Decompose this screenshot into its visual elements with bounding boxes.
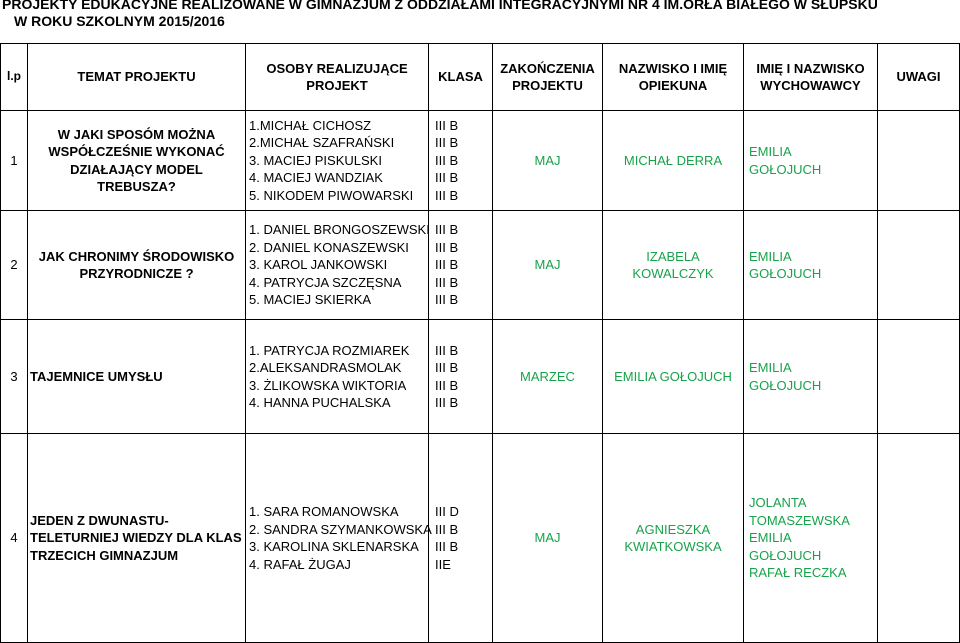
member-classes-line: III D [435,504,459,519]
project-members-line: 1. SARA ROMANOWSKA [249,504,399,519]
member-classes [429,111,493,211]
document-subtitle: W ROKU SZKOLNYM 2015/2016 [14,13,225,29]
completion-month: MAJ [493,434,603,643]
row-lp: 3 [1,320,28,434]
project-members-line: 3. KAROLINA SKLENARSKA [249,539,419,554]
completion-month: MAJ [493,111,603,211]
completion-month: MARZEC [493,320,603,434]
header-uwagi: UWAGI [878,44,960,111]
homeroom-teacher-line: EMILIA [749,360,792,375]
header-opiekun: NAZWISKO I IMIĘ OPIEKUNA [603,44,744,111]
header-zakonczenia: ZAKOŃCZENIA PROJEKTU [493,44,603,111]
homeroom-teacher-line: TOMASZEWSKA [749,512,850,528]
table-row [1,320,960,434]
homeroom-teacher-line: RAFAŁ RECZKA [749,565,847,581]
row-lp: 1 [1,111,28,211]
member-classes-line: III B [435,360,459,375]
project-members [246,111,429,211]
project-members-line: 1.MICHAŁ CICHOSZ [249,117,372,133]
member-classes [429,434,493,643]
project-members-line: 3. MACIEJ PISKULSKI [249,152,382,168]
member-classes-line: III B [435,187,459,203]
supervisor-name: IZABELA KOWALCZYK [603,211,744,320]
supervisor-name: AGNIESZKA KWIATKOWSKA [603,434,744,643]
project-members-line: 3. KAROL JANKOWSKI [249,257,388,273]
supervisor-name: MICHAŁ DERRA [603,111,744,211]
project-members-line: 5. NIKODEM PIWOWARSKI [249,187,414,203]
supervisor-name: EMILIA GOŁOJUCH [603,320,744,434]
project-topic: TAJEMNICE UMYSŁU [28,320,246,434]
row-lp: 2 [1,211,28,320]
homeroom-teacher-line: GOŁOJUCH [749,547,822,563]
homeroom-teacher-line: GOŁOJUCH [749,377,822,393]
project-topic: JAK CHRONIMY ŚRODOWISKO PRZYRODNICZE ? [28,211,246,320]
member-classes-line: III B [435,170,459,186]
project-topic: JEDEN Z DWUNASTU- TELETURNIEJ WIEDZY DLA KLAS TRZECICH GIMNAZJUM [28,434,246,643]
homeroom-teacher-line: GOŁOJUCH [749,266,822,281]
notes-cell [878,434,960,643]
homeroom-teacher-line: EMILIA [749,248,792,264]
header-wychowawca: IMIĘ I NAZWISKO WYCHOWAWCY [744,44,878,111]
project-members [246,320,429,434]
member-classes-line: III B [435,117,459,133]
notes-cell [878,111,960,211]
header-row [1,44,960,111]
notes-cell [878,211,960,320]
table-row [1,111,960,211]
homeroom-teacher [744,211,878,320]
project-members-line: 1. DANIEL BRONGOSZEWSKI [249,222,430,238]
project-members-line: 2. SANDRA SZYMANKOWSKA [249,521,432,537]
member-classes [429,320,493,434]
member-classes-line: III B [435,395,459,410]
header-klasa: KLASA [429,44,493,111]
member-classes-line: III B [435,521,459,537]
homeroom-teacher [744,434,878,643]
member-classes [429,211,493,320]
project-members-line: 4. PATRYCJA SZCZĘSNA [249,274,402,290]
project-members-line: 1. PATRYCJA ROZMIAREK [249,342,410,358]
homeroom-teacher-line: EMILIA [749,530,792,546]
project-members-line: 4. HANNA PUCHALSKA [249,395,391,410]
member-classes-line: III B [435,539,459,554]
member-classes-line: III B [435,257,459,273]
project-members [246,211,429,320]
homeroom-teacher-line: EMILIA [749,144,792,159]
row-lp: 4 [1,434,28,643]
table-row [1,211,960,320]
project-members-line: 2.MICHAŁ SZAFRAŃSKI [249,135,395,151]
member-classes-line: III B [435,274,459,290]
completion-month: MAJ [493,211,603,320]
homeroom-teacher [744,111,878,211]
table-row [1,434,960,643]
header-osoby: OSOBY REALIZUJĄCE PROJEKT [246,44,429,111]
member-classes-line: III B [435,239,459,255]
projects-table [0,43,960,643]
member-classes-line: III B [435,222,459,238]
project-members-line: 5. MACIEJ SKIERKA [249,292,372,308]
header-lp: l.p [1,44,28,111]
homeroom-teacher-line: GOŁOJUCH [749,161,822,177]
header-temat: TEMAT PROJEKTU [28,44,246,111]
project-members [246,434,432,643]
notes-cell [878,320,960,434]
member-classes-line: III B [435,135,459,151]
project-topic: W JAKI SPOSÓM MOŻNA WSPÓŁCZEŚNIE WYKONAĆ DZIAŁAJĄCY MODEL TREBUSZA? [28,111,246,211]
member-classes-line: III B [435,342,459,358]
project-members-line: 3. ŻLIKOWSKA WIKTORIA [249,377,407,393]
member-classes-line: III B [435,152,459,168]
homeroom-teacher-line: JOLANTA [749,495,807,511]
project-members-line: 2. DANIEL KONASZEWSKI [249,239,409,255]
project-members-line: 4. RAFAŁ ŻUGAJ [249,556,351,572]
member-classes-line: III B [435,377,459,393]
project-members-line: 2.ALEKSANDRASMOLAK [249,360,402,375]
project-members-line: 4. MACIEJ WANDZIAK [249,170,383,186]
homeroom-teacher [744,320,878,434]
member-classes-line: III B [435,292,459,308]
document-title: PROJEKTY EDUKACYJNE REALIZOWANE W GIMNAZJUM Z ODDZIAŁAMI INTEGRACYJNYMI NR 4 IM.ORŁA BIAŁEGO W SŁUPSKU [2,0,878,12]
member-classes-line: IIE [435,556,451,572]
